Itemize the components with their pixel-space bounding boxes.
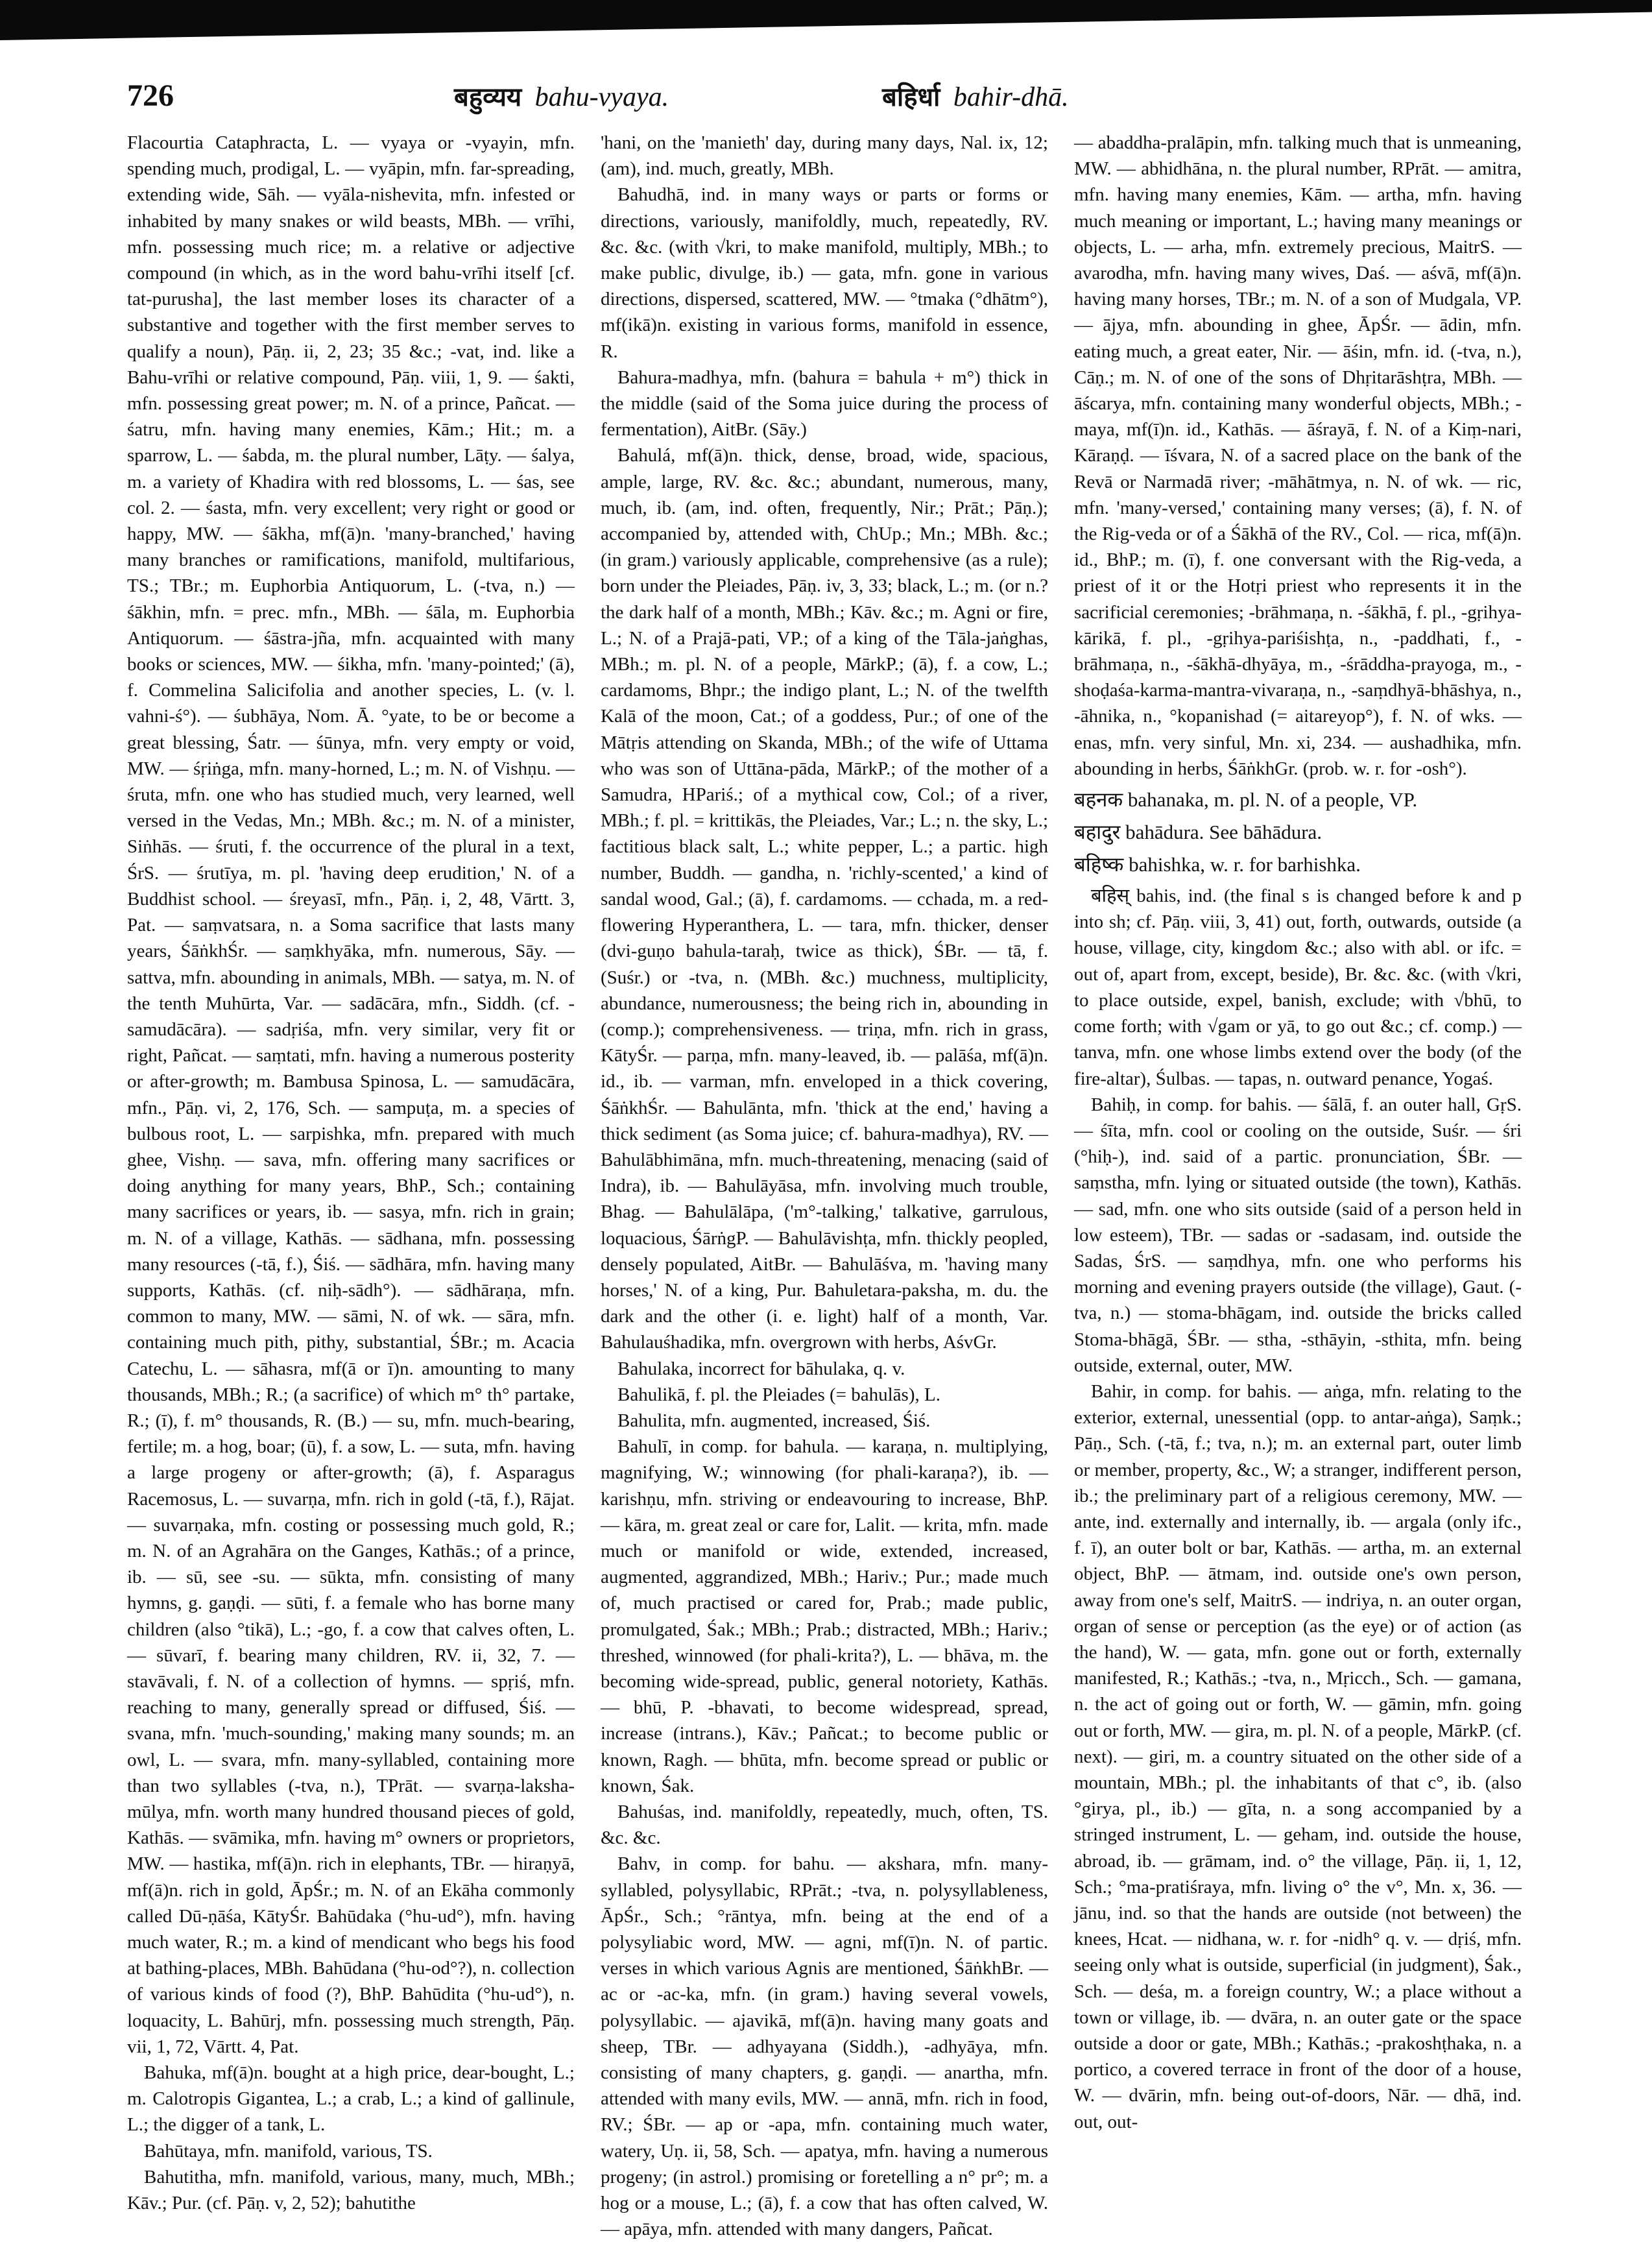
entry-paragraph: Bahir, in comp. for bahis. — aṅga, mfn. relating to the exterior, external, unessential (opp. to antar-aṅga), Saṃk.; Pāṇ., Sch. (-tā, f.; tva, n.); m. an external part, outer limb or member, property, &c., W; a stranger, indifferent person, ib.; the preliminary part of a religious ceremony, MW. — ante, ind. externally and internally, ib. — argala (only ifc., f. ī), an outer bolt or bar, Kathās. — artha, m. an external object, BhP. — ātmam, ind. outside one's own person, away from one's self, MaitrS. — indriya, n. an outer organ, organ of sense or perception (as the eye) or of action (as the hand), W. — gata, mfn. gone out or forth, externally manifested, R.; Kathās.; -tva, n., Mṛicch., Sch. — gamana, n. the act of going out or forth, W. — gāmin, mfn. going out or forth, MW. — gira, m. pl. N. of a people, MārkP. (cf. next). — giri, m. a country situated on the other side of a mountain, MBh.; pl. the inhabitants of that c°, ib. (also °girya, pl., ib.) — gīta, n. a song accompanied by a stringed instrument, L. — geham, ind. outside the house, abroad, ib. — grāmam, ind. o° the village, Pāṇ. ii, 1, 12, Sch.; °ma-pratiśraya, mfn. living o° the v°, Mn. x, 36. — jānu, ind. so that the hands are outside (not between) the knees, Hcat. — nidhana, w. r. for -nidh° q. v. — dṛiś, mfn. seeing only what is outside, superficial (in judgment), Śak., Sch. — deśa, m. a foreign country, W.; a place without a town or village, ib. — dvāra, n. an outer gate or the space outside a door or gate, MBh.; Kathās.; -prakoshṭhaka, n. a portico, a covered terrace in front of the door of a house, W. — dvārin, mfn. being out-of-doors, Nār. — dhā, ind. out, out- <box>1074 1380 1522 2132</box>
column-3 <box>1074 130 1522 2132</box>
running-head-right-devanagari: बहिर्धा <box>882 82 940 112</box>
column-2 <box>601 130 1048 2240</box>
running-head-left-devanagari: बहुव्यय <box>454 82 522 112</box>
entry-paragraph: Bahiḥ, in comp. for bahis. — śālā, f. an outer hall, GṛS. — śīta, mfn. cool or cooling on the outside, Suśr. — śri (°hiḥ-), ind. said of a partic. pronunciation, ŚBr. — saṃstha, mfn. lying or situated outside (the town), Kathās. — sad, mfn. one who sits outside (said of a person held in low esteem), TBr. — sadas or -sadasam, ind. outside the Sadas, ŚrS. — saṃdhya, mfn. one who performs his morning and evening prayers outside (the village), Gaut. (-tva, n.) — stoma-bhāgam, ind. outside the bricks called Stoma-bhāgā, ŚBr. — stha, -sthāyin, -sthita, mfn. being outside, external, outer, MW. <box>1074 1094 1522 1376</box>
running-head-right-transliteration: bahir-dhā. <box>953 82 1069 112</box>
running-head-left <box>454 78 669 114</box>
headword-entry-bahishka: बहिष्क bahishka, w. r. for barhishka. <box>1074 853 1361 876</box>
page-number: 726 <box>127 78 174 113</box>
running-head-right <box>882 78 1069 114</box>
entry-paragraph: Bahulá, mf(ā)n. thick, dense, broad, wide, spacious, ample, large, RV. &c. &c.; abundant, numerous, many, much, ib. (am, ind. often, frequently, Nir.; Prāt.; Pāṇ.); accompanied by, attended with, ChUp.; Mn.; MBh. &c.; (in gram.) variously applicable, comprehensive (as a rule); born under the Pleiades, Pāṇ. iv, 3, 33; black, L.; m. (or n.? the dark half of a month, MBh.; Kāv. &c.; m. Agni or fire, L.; N. of a Prajā-pati, VP.; of a king of the Tāla-jaṅghas, MBh.; m. pl. N. of a people, MārkP.; (ā), f. a cow, L.; cardamoms, Bhpr.; the indigo plant, L.; N. of the twelfth Kalā of the moon, Cat.; of a goddess, Pur.; of one of the Mātṛis attending on Skanda, MBh.; of the wife of Uttama who was son of Uttāna-pāda, MārkP.; of the mother of a Samudra, HPariś.; of a mythical cow, Col.; of a river, MBh.; f. pl. = krittikās, the Pleiades, Var.; L.; n. the sky, L.; factitious black salt, L.; white pepper, L.; a partic. high number, Buddh. — gandha, n. 'richly-scented,' a kind of sandal wood, Gal.; (ā), f. cardamoms. — cchada, m. a red-flowering Hyperanthera, L. — tara, mfn. thicker, denser (dvi-guṇo bahula-taraḥ, twice as thick), ŚBr. — tā, f. (Suśr.) or -tva, n. (MBh. &c.) muchness, multiplicity, abundance, numerousness; the being rich in, abounding in (comp.); comprehensiveness. — triṇa, mfn. rich in grass, KātyŚr. — parṇa, mfn. many-leaved, ib. — palāśa, mf(ā)n. id., ib. — varman, mfn. enveloped in a thick covering, ŚāṅkhŚr. — Bahulānta, mfn. 'thick at the end,' having a thick sediment (as Soma juice; cf. bahura-madhya), RV. — Bahulābhimāna, mfn. much-threatening, menacing (said of Indra), ib. — Bahulāyāsa, mfn. involving much trouble, Bhag. — Bahulālāpa, ('m°-talking,' talkative, garrulous, loquacious, ŚārṅgP. — Bahulāvishṭa, mfn. thickly peopled, densely populated, AitBr. — Bahulāśva, m. 'having many horses,' N. of a king, Pur. Bahuletara-paksha, m. du. the dark and the other (i. e. light) half of a month, Var. Bahulauśhadika, mfn. overgrown with herbs, AśvGr. <box>601 445 1048 1353</box>
entry-paragraph: Bahuka, mf(ā)n. bought at a high price, dear-bought, L.; m. Calotropis Gigantea, L.; a crab, L.; a kind of gallinule, L.; the digger of a tank, L. <box>127 2062 575 2136</box>
entry-paragraph: Bahura-madhya, mfn. (bahura = bahula + m°) thick in the middle (said of the Soma juice during the process of fermentation), AitBr. (Sāy.) <box>601 367 1048 440</box>
dictionary-columns <box>127 130 1528 2240</box>
entry-paragraph: Bahulita, mfn. augmented, increased, Śiś. <box>617 1410 931 1431</box>
column-1 <box>127 130 575 2214</box>
entry-paragraph: Flacourtia Cataphracta, L. — vyaya or -vyayin, mfn. spending much, prodigal, L. — vyāpin, mfn. far-spreading, extending wide, Sāh. — vyāla-nishevita, mfn. infested or inhabited by many snakes or wild beasts, MBh. — vrīhi, mfn. possessing much rice; m. a relative or adjective compound (in which, as in the word bahu-vrīhi itself [cf. tat-purusha], the last member loses its character of a substantive and together with the first member serves to qualify a noun), Pāṇ. ii, 2, 23; 35 &c.; -vat, ind. like a Bahu-vrīhi or relative compound, Pāṇ. viii, 1, 9. — śakti, mfn. possessing great power; m. N. of a prince, Pañcat. — śatru, mfn. having many enemies, Kām.; Hit.; m. a sparrow, L. — śabda, m. the plural number, Lāṭy. — śalya, m. a variety of Khadira with red blossoms, L. — śas, see col. 2. — śasta, mfn. very excellent; very right or good or happy, MW. — śākha, mf(ā)n. 'many-branched,' having many branches or ramifications, manifold, multifarious, TS.; TBr.; m. Euphorbia Antiquorum, L. (-tva, n.) — śākhin, mfn. = prec. mfn., MBh. — śāla, m. Euphorbia Antiquorum. — śāstra-jña, mfn. acquainted with many books or sciences, MW. — śikha, mfn. 'many-pointed;' (ā), f. Commelina Salicifolia and another species, L. (v. l. vahni-ś°). — śubhāya, Nom. Ā. °yate, to be or become a great blessing, Śatr. — śūnya, mfn. very empty or void, MW. — śṛiṅga, mfn. many-horned, L.; m. N. of Vishṇu. — śruta, mfn. one who has studied much, very learned, well versed in the Vedas, Mn.; MBh. &c.; m. N. of a minister, Siṅhās. — śruti, f. the occurrence of the plural in a text, ŚrS. — śrutīya, m. pl. 'having deep erudition,' N. of a Buddhist school. — śreyasī, mfn., Pāṇ. i, 2, 48, Vārtt. 3, Pat. — saṃvatsara, n. a Soma sacrifice that lasts many years, ŚāṅkhŚr. — saṃkhyāka, mfn. numerous, Sāy. — sattva, mfn. abounding in animals, MBh. — satya, m. N. of the tenth Muhūrta, Var. — sadācāra, mfn., Siddh. (cf. -samudācāra). — sadṛiśa, mfn. very similar, very fit or right, Pañcat. — saṃtati, mfn. having a numerous posterity or after-growth; m. Bambusa Spinosa, L. — samudācāra, mfn., Pāṇ. vi, 2, 176, Sch. — sampuṭa, m. a species of bulbous root, L. — sarpishka, mfn. prepared with much ghee, Vishṇ. — sava, mfn. offering many sacrifices or doing anything for many years, BhP., Sch.; containing many sacrifices or years, ib. — sasya, mfn. rich in grain; m. N. of a village, Kathās. — sādhana, mfn. possessing many resources (-tā, f.), Śiś. — sādhāra, mfn. having many supports, Kathās. (cf. niḥ-sādh°). — sādhāraṇa, mfn. common to many, MW. — sāmi, N. of wk. — sāra, mfn. containing much pith, pithy, substantial, ŚBr.; m. Acacia Catechu, L. — sāhasra, mf(ā or ī)n. amounting to many thousands, MBh.; R.; (a sacrifice) of which m° th° partake, R.; (ī), f. m° thousands, R. (B.) — su, mfn. much-bearing, fertile; m. a hog, boar; (ū), f. a sow, L. — suta, mfn. having a large progeny or after-growth; (ā), f. Asparagus Racemosus, L. — suvarṇa, mfn. rich in gold (-tā, f.), Rājat. — suvarṇaka, mfn. costing or possessing much gold, R.; m. N. of an Agrahāra on the Ganges, Kathās.; of a prince, ib. — sū, see -su. — sūkta, mfn. consisting of many hymns, g. gaṇḍi. — sūti, f. a female who has borne many children (also °tikā), L.; -go, f. a cow that calves often, L. — sūvarī, f. bearing many children, RV. ii, 32, 7. — stavāvali, f. N. of a collection of hymns. — spṛiś, mfn. reaching to many, generally spread or diffused, Śiś. — svana, mfn. 'much-sounding,' making many sounds; m. an owl, L. — svara, mfn. many-syllabled, containing more than two syllables (-tva, n.), TPrāt. — svarṇa-laksha-mūlya, mfn. worth many hundred thousand pieces of gold, Kathās. — svāmika, mfn. having m° owners or proprietors, MW. — hastika, mf(ā)n. rich in elephants, TBr. — hiraṇyā, mf(ā)n. rich in gold, ĀpŚr.; m. N. of an Ekāha commonly called Dū-ṇāśa, KātyŚr. Bahūdaka (°hu-ud°), mfn. having much water, R.; m. a kind of mendicant who begs his food at bathing-places, MBh. Bahūdana (°hu-od°?), n. collection of various kinds of food (?), BhP. Bahūdita (°hu-ud°), n. loquacity, L. Bahūrj, mfn. possessing much strength, Pāṇ. vii, 1, 72, Vārtt. 4, Pat. <box>127 132 575 2057</box>
entry-paragraph: 'hani, on the 'manieth' day, during many days, Nal. ix, 12; (am), ind. much, greatly, MBh. <box>601 132 1048 180</box>
headword-entry-bahanaka: बहनक bahanaka, m. pl. N. of a people, VP. <box>1074 788 1418 812</box>
entry-paragraph: Bahūtaya, mfn. manifold, various, TS. <box>144 2140 433 2162</box>
scan-top-edge <box>0 0 1652 40</box>
entry-paragraph: Bahv, in comp. for bahu. — akshara, mfn. many-syllabled, polysyllabic, RPrāt.; -tva, n. polysyllableness, ĀpŚr., Sch.; °rāntya, mfn. being at the end of a polysyliabic word, MW. — agni, mf(ī)n. N. of partic. verses in which various Agnis are mentioned, ŚāṅkhBr. — ac or -ac-ka, mfn. (in gram.) having several vowels, polysyllabic. — ajavikā, mf(ā)n. having many goats and sheep, TBr. — adhyayana (Siddh.), -adhyāya, mfn. consisting of many chapters, g. gaṇḍi. — anartha, mfn. attended with many evils, MW. — annā, mfn. rich in food, RV.; ŚBr. — ap or -apa, mfn. containing much water, watery, Uṇ. ii, 58, Sch. — apatya, mfn. having a numerous progeny; (in astrol.) promising or foretelling a n° pr°; m. a hog or a mouse, L.; (ā), f. a cow that has often calved, W. — apāya, mfn. attended with many dangers, Pañcat. <box>601 1853 1048 2240</box>
entry-paragraph: Bahulikā, f. pl. the Pleiades (= bahulās), L. <box>617 1384 940 1405</box>
entry-paragraph: — abaddha-pralāpin, mfn. talking much that is unmeaning, MW. — abhidhāna, n. the plural number, RPrāt. — amitra, mfn. having many enemies, Kām. — artha, mfn. having much meaning or important, L.; having many meanings or objects, L. — arha, mfn. extremely precious, MaitrS. — avarodha, mfn. having many wives, Daś. — aśvā, mf(ā)n. having many horses, TBr.; m. N. of a son of Mudgala, VP. — ājya, mfn. abounding in ghee, ĀpŚr. — ādin, mfn. eating much, a great eater, Nir. — āśin, mfn. id. (-tva, n.), Cāṇ.; m. N. of one of the sons of Dhṛitarāshṭra, MBh. — āścarya, mfn. containing many wonderful objects, MBh.; -maya, mf(ī)n. id., Kathās. — āśrayā, f. N. of a Kiṃ-nari, Kāraṇḍ. — īśvara, N. of a sacred place on the bank of the Revā or Narmadā river; -māhātmya, n. N. of wk. — ric, mfn. 'many-versed,' containing many verses; (ā), f. N. of the Rig-veda or of a Śākhā of the RV., Col. — rica, mf(ā)n. id., BhP.; m. (ī), f. one conversant with the Rig-veda, a priest of it or the Hotṛi priest who represents it in the sacrificial ceremonies; -brāhmaṇa, n. -śākhā, f. pl., -gṛihya-kārikā, f. pl., -gṛihya-pariśishṭa, n., -paddhati, f., -brāhmaṇa, n., -śākhā-dhyāya, m., -śrāddha-prayoga, m., -shoḍaśa-karma-mantra-vivaraṇa, n., -saṃdhyā-bhāshya, n., -āhnika, n., °kopanishad (= aitareyop°), f. N. of wks. — enas, mfn. very sinful, Mn. xi, 234. — aushadhika, mfn. abounding in herbs, ŚāṅkhGr. (prob. w. r. for -osh°). <box>1074 132 1522 779</box>
entry-paragraph: Bahudhā, ind. in many ways or parts or forms or directions, variously, manifoldly, much, repeatedly, RV. &c. &c. (with √kri, to make manifold, multiply, MBh.; to make public, divulge, ib.) — gata, mfn. gone in various directions, dispersed, scattered, MW. — °tmaka (°dhātm°), mf(ikā)n. existing in various forms, manifold in essence, R. <box>601 184 1048 362</box>
entry-paragraph: Bahuśas, ind. manifoldly, repeatedly, much, often, TS. &c. &c. <box>601 1802 1048 1849</box>
headword-entry-bahadura: बहादुर bahādura. See bāhādura. <box>1074 821 1323 844</box>
entry-paragraph: Bahulī, in comp. for bahula. — karaṇa, n. multiplying, magnifying, W.; winnowing (for phali-karaṇa?), ib. — karishṇu, mfn. striving or endeavouring to increase, BhP. — kāra, m. great zeal or care for, Lalit. — krita, mfn. made much or manifold or wide, extended, increased, augmented, aggrandized, MBh.; Hariv.; Pur.; made much of, much practised or cared for, Prab.; made public, promulgated, Śak.; MBh.; Prab.; distracted, MBh.; Hariv.; threshed, winnowed (for phali-krita?), L. — bhāva, m. the becoming wide-spread, public, general notoriety, Kathās. — bhū, P. -bhavati, to become widespread, spread, increase (intrans.), Kāv.; Pañcat.; to become public or known, Ragh. — bhūta, mfn. become spread or public or known, Śak. <box>601 1436 1048 1796</box>
entry-paragraph: Bahutitha, mfn. manifold, various, many, much, MBh.; Kāv.; Pur. (cf. Pāṇ. v, 2, 52); bahutithe <box>127 2166 575 2214</box>
headword-entry-bahis: बहिस् bahis, ind. (the final s is changed before k and p into sh; cf. Pāṇ. viii, 3, 41) out, forth, outwards, outside (a house, village, city, kingdom &c.; also with abl. or ifc. = out of, apart from, except, beside), Br. &c. &c. (with √kri, to place outside, expel, banish, exclude; with √bhū, to come forth; with √gam or yā, to go out &c.; cf. comp.) — tanva, mfn. one whose limbs extend over the body (of the fire-altar), Śulbas. — tapas, n. outward penance, Yogaś. <box>1074 886 1522 1089</box>
running-head-left-transliteration: bahu-vyaya. <box>534 82 669 112</box>
page-header <box>0 78 1652 136</box>
entry-paragraph: Bahulaka, incorrect for bāhulaka, q. v. <box>617 1358 905 1379</box>
